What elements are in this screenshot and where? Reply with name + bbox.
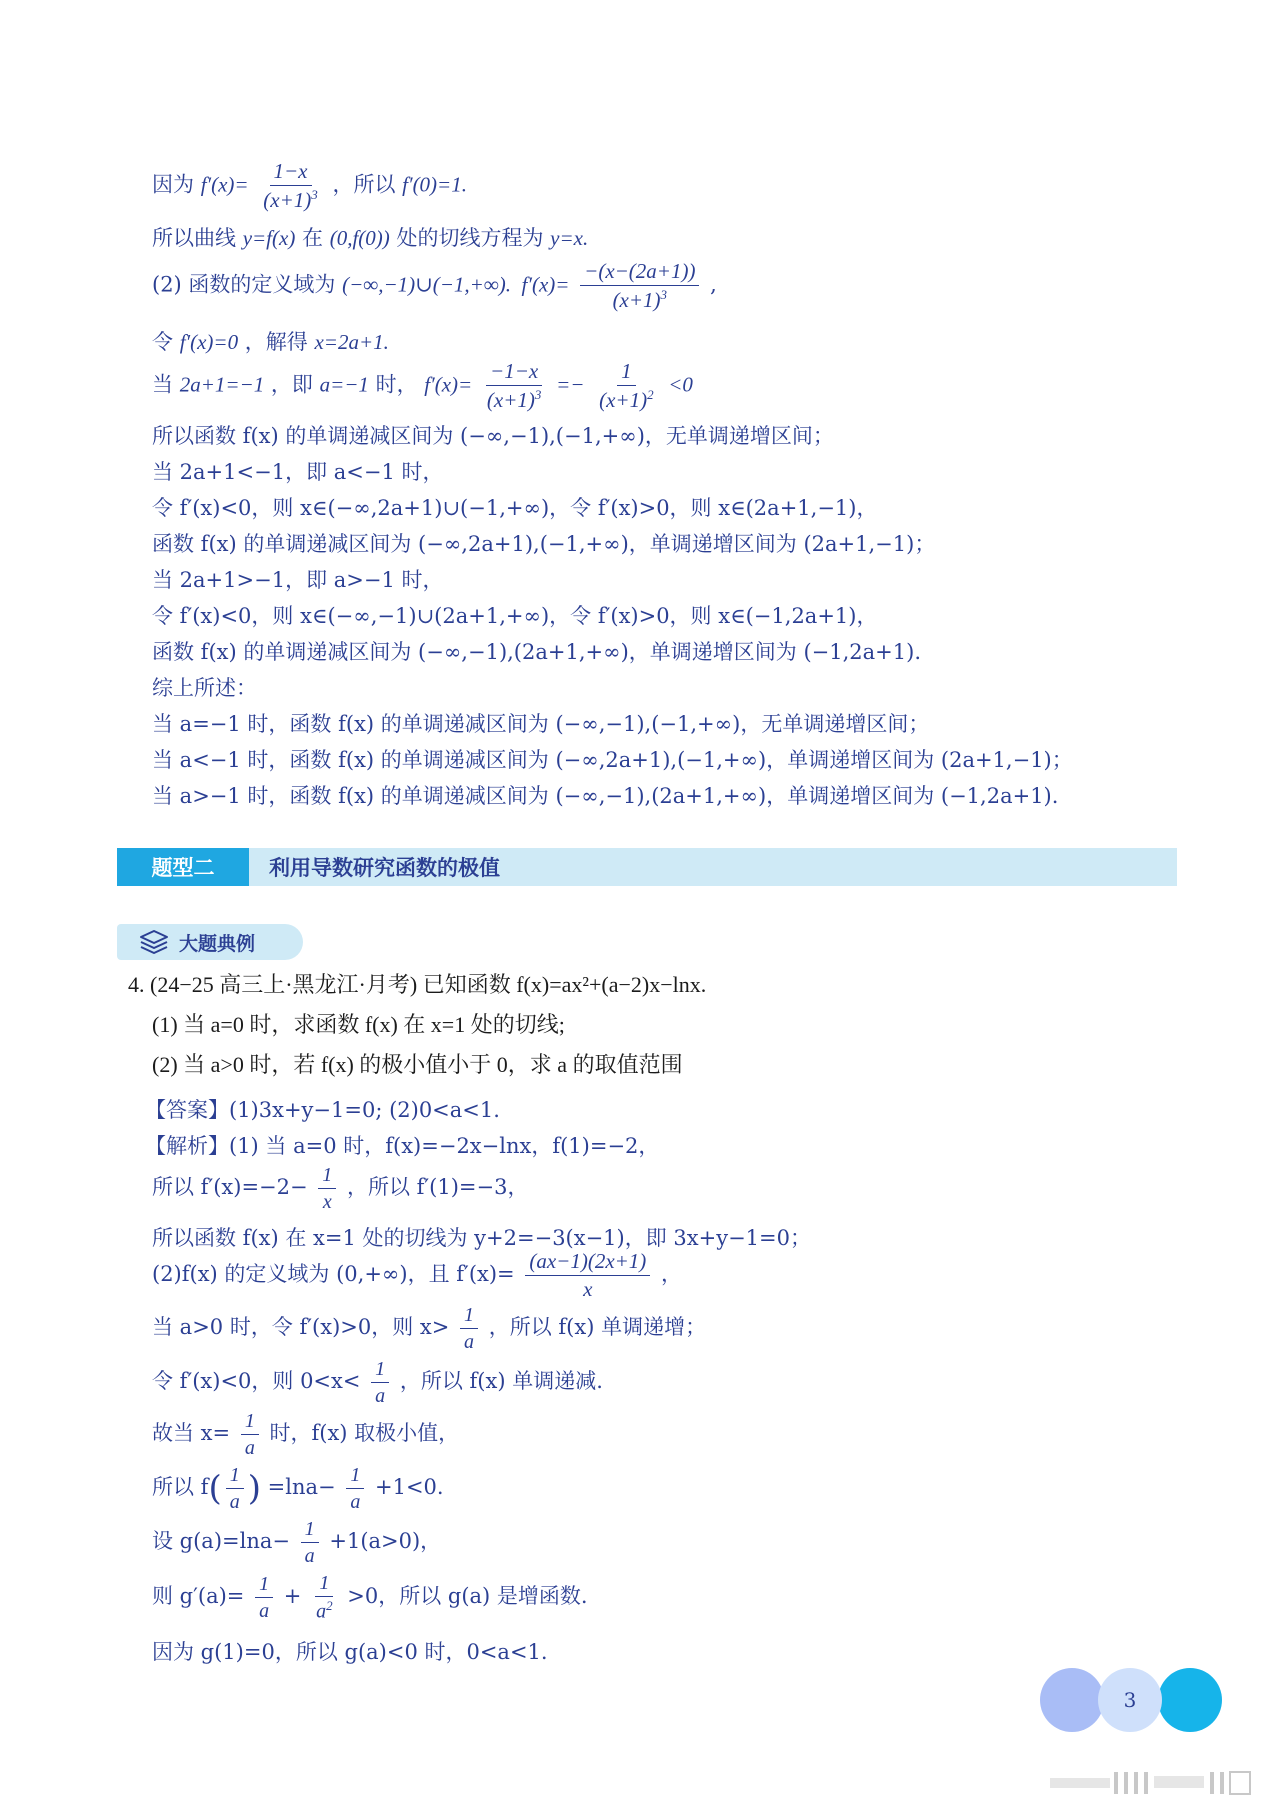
sol-line-7: 当 2a+1<−1，即 a<−1 时， bbox=[152, 460, 444, 484]
sol2-line-5: 当 a>0 时，令 f′(x)>0，则 x> $\frac{1}{a}$ ，所以 f(x) 单调递增； bbox=[152, 1304, 707, 1353]
sol-line-15: 当 a<−1 时，函数 f(x) 的单调递减区间为 (−∞,2a+1),(−1,+∞)，单调递增区间为 (2a+1,−1)； bbox=[152, 748, 1073, 772]
sol-line-10: 当 2a+1>−1，即 a>−1 时， bbox=[152, 568, 444, 592]
sol2-line-7: 故当 x= $\frac{1}{a}$ 时，f(x) 取极小值， bbox=[152, 1410, 460, 1459]
fraction: $\frac{1-x}{(x+1)^3}$ bbox=[263, 159, 318, 213]
fraction: $\frac{1}{a}$ bbox=[301, 1518, 319, 1567]
example-label: 大题典例 bbox=[179, 932, 256, 955]
sol2-line-9: 设 g(a)=lna− $\frac{1}{a}$ +1(a>0)， bbox=[152, 1518, 442, 1567]
fraction: $\frac{1}{a}$ bbox=[255, 1573, 273, 1622]
sol-line-4: 令 f′(x)=0 ，解得 x=2a+1. bbox=[152, 330, 389, 354]
layers-icon bbox=[139, 928, 169, 956]
page-number-decoration bbox=[1040, 1668, 1230, 1734]
sol2-line-4: (2)f(x) 的定义域为 (0,+∞)，且 f′(x)= $\frac{(ax-1)(2x+1)}{x}$ ， bbox=[152, 1249, 682, 1302]
section-header-bar bbox=[117, 848, 1177, 886]
analysis-line: 【解析】(1) 当 a=0 时，f(x)=−2x−lnx，f(1)=−2， bbox=[145, 1134, 660, 1158]
sol2-line-11: 因为 g(1)=0，所以 g(a)<0 时，0<a<1. bbox=[152, 1640, 548, 1664]
section-tag: 题型二 bbox=[117, 848, 249, 886]
problem-q1: (1) 当 a=0 时，求函数 f(x) 在 x=1 处的切线; bbox=[152, 1012, 565, 1037]
fraction: $\frac{1}{(x+1)^2}$ bbox=[599, 359, 654, 413]
sol2-line-6: 令 f′(x)<0，则 0<x< $\frac{1}{a}$ ，所以 f(x) 单调递减. bbox=[152, 1358, 603, 1407]
sol2-line-3: 所以函数 f(x) 在 x=1 处的切线为 y+2=−3(x−1)，即 3x+y−1=0； bbox=[152, 1226, 811, 1250]
section-title: 利用导数研究函数的极值 bbox=[269, 855, 500, 880]
sol-line-16: 当 a>−1 时，函数 f(x) 的单调递减区间为 (−∞,−1),(2a+1,+∞)，单调递增区间为 (−1,2a+1). bbox=[152, 784, 1059, 808]
page-number: 3 bbox=[1098, 1668, 1162, 1732]
decor-circle-left bbox=[1040, 1668, 1104, 1732]
fraction: $\frac{1}{a}$ bbox=[226, 1464, 244, 1513]
sol2-line-2: 所以 f′(x)=−2− $\frac{1}{x}$ ，所以 f′(1)=−3， bbox=[152, 1164, 529, 1213]
sol-line-12: 函数 f(x) 的单调递减区间为 (−∞,−1),(2a+1,+∞)，单调递增区间为 (−1,2a+1). bbox=[152, 640, 922, 664]
fraction: $\frac{-(x-(2a+1))}{(x+1)^3}$ bbox=[580, 260, 699, 312]
fraction: $\frac{1}{a}$ bbox=[371, 1358, 389, 1407]
sol-line-9: 函数 f(x) 的单调递减区间为 (−∞,2a+1),(−1,+∞)，单调递增区间为 (2a+1,−1)； bbox=[152, 532, 936, 556]
fraction: $\frac{1}{a}$ bbox=[241, 1410, 259, 1459]
sol-line-2: 所以曲线 y=f(x) 在 (0,f(0)) 处的切线方程为 y=x. bbox=[152, 226, 589, 250]
sol2-line-8: 所以 f( $\frac{1}{a}$ ) =lna− $\frac{1}{a}$ +1<0. bbox=[152, 1464, 444, 1513]
decor-circle-right bbox=[1158, 1668, 1222, 1732]
sol-line-8: 令 f′(x)<0，则 x∈(−∞,2a+1)∪(−1,+∞)，令 f′(x)>0，则 x∈(2a+1,−1)， bbox=[152, 496, 878, 520]
fraction: $\frac{1}{a^2}$ bbox=[316, 1572, 333, 1623]
fraction: $\frac{1}{a}$ bbox=[460, 1304, 478, 1353]
sol2-line-10: 则 g′(a)= $\frac{1}{a}$ + $\frac{1}{a^2}$ >0，所以 g(a) 是增函数. bbox=[152, 1572, 588, 1623]
sol-line-1: 因为 f′(x)= $\frac{1-x}{(x+1)^3}$ ，所以 f′(0)=1. bbox=[152, 159, 467, 213]
sol-line-13: 综上所述： bbox=[152, 676, 257, 700]
answer-line: 【答案】(1)3x+y−1=0; (2)0<a<1. bbox=[145, 1098, 500, 1122]
fraction: $\frac{-1-x}{(x+1)^3}$ bbox=[486, 359, 542, 413]
sol-line-11: 令 f′(x)<0，则 x∈(−∞,−1)∪(2a+1,+∞)，令 f′(x)>0，则 x∈(−1,2a+1)， bbox=[152, 604, 878, 628]
fraction: $\frac{1}{x}$ bbox=[318, 1164, 336, 1213]
sol-line-5: 当 2a+1=−1 ，即 a=−1 时， f′(x)= $\frac{-1-x}{(x+1)^3}$ =− $\frac{1}{(x+1)^2}$ <0 bbox=[152, 359, 693, 413]
problem-q2: (2) 当 a>0 时，若 f(x) 的极小值小于 0，求 a 的取值范围 bbox=[152, 1052, 683, 1077]
watermark-icon bbox=[1050, 1770, 1260, 1796]
fraction: $\frac{(ax-1)(2x+1)}{x}$ bbox=[525, 1250, 650, 1301]
example-label-pill bbox=[117, 924, 303, 960]
problem-stem: 4. (24−25 高三上·黑龙江·月考) 已知函数 f(x)=ax²+(a−2)x−lnx. bbox=[128, 972, 707, 997]
sol-line-14: 当 a=−1 时，函数 f(x) 的单调递减区间为 (−∞,−1),(−1,+∞)，无单调递增区间； bbox=[152, 712, 930, 736]
fraction: $\frac{1}{a}$ bbox=[346, 1464, 364, 1513]
sol-line-3: (2) 函数的定义域为 (−∞,−1)∪(−1,+∞). f′(x)= $\frac{-(x-(2a+1))}{(x+1)^3}$ , bbox=[152, 259, 717, 313]
sol-line-6: 所以函数 f(x) 的单调递减区间为 (−∞,−1),(−1,+∞)，无单调递增区间； bbox=[152, 424, 834, 448]
